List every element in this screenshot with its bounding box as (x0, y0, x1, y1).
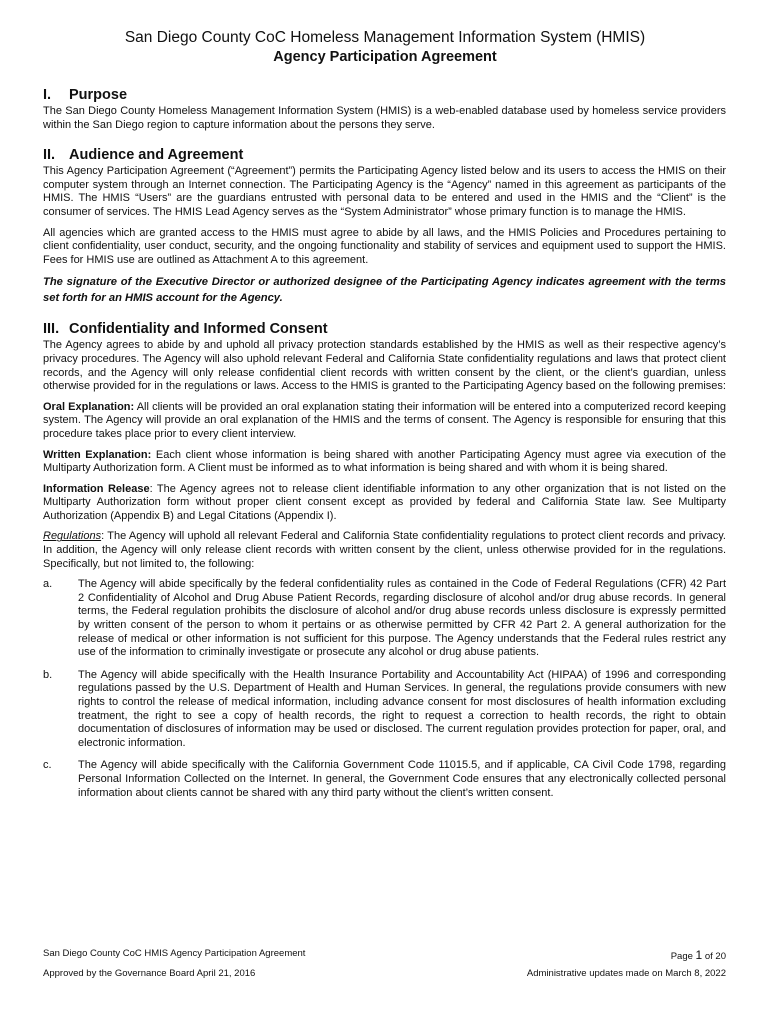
section-title: Confidentiality and Informed Consent (69, 321, 328, 338)
list-item (43, 669, 726, 751)
paragraph: This Agency Participation Agreement (“Agreement”) permits the Participating Agency listed below and its users to access the HMIS on their computer system through an Internet connection. The Participating Agency is the “Agency” named in this agreement as participants of the HMIS. The HMIS “Users” are the guardians entrusted with personal data to be entered and used in the HMIS and the “Client” is the consumer of services. The HMIS Lead Agency serves as the “System Administrator” whose primary function is to manage the HMIS. (43, 165, 726, 218)
section-heading (43, 320, 726, 338)
written-explanation-text: Each client whose information is being shared with another Participating Agency must agree via execution of the Multiparty Authorization form. A Client must be informed as to what information is being shared and with whom it is being shared. (43, 448, 726, 475)
regulations (43, 530, 726, 571)
section-purpose (43, 86, 726, 132)
signature-notice: The signature of the Executive Director or authorized designee of the Participating Agency indicates agreement with the terms set forth for an HMIS account for the Agency. (43, 276, 726, 305)
written-explanation (43, 449, 726, 476)
paragraph: The Agency agrees to abide by and uphold all privacy protection standards established by the HMIS as well as their respective agency’s privacy procedures. The Agency will also uphold relevant Federal and California State confidentiality regulations and laws that protect client records, and the Agency will only release confidential client records with written consent by the client, or the client’s guardian, unless otherwise provided for in the regulations or laws. Access to the HMIS is granted to the Participating Agency based on the following premises: (43, 339, 726, 393)
section-number: III. (43, 321, 60, 338)
list-item-text: The Agency will abide specifically by the federal confidentiality rules as contained in the Code of Federal Regulations (CFR) 42 Part 2 Confidentiality of Alcohol and Drug Abuse Patient Records, regarding disclosure of alcohol and/or drug abuse records. In general terms, the Federal regulation prohibits the disclosure of alcohol and/or drug abuse records unless disclosure is expressly permitted by written consent of the person to whom it pertains or as otherwise permitted by CFR 42 Part 2. A general authorization for the release of medical or other information is not sufficient for this purpose. The Agency understands that the Federal rules restrict any use of the information to criminally investigate or prosecute any alcohol or drug abuse patients. (78, 578, 726, 659)
section-heading (43, 86, 726, 104)
list-marker: b. (43, 668, 53, 681)
list-marker: a. (43, 578, 53, 591)
document-body (43, 86, 726, 814)
regulations-label: Regulations (43, 530, 102, 543)
written-explanation-label: Written Explanation: (43, 448, 152, 461)
oral-explanation (43, 401, 726, 442)
section-heading (43, 146, 726, 164)
section-confidentiality (43, 320, 726, 800)
document-title: San Diego County CoC Homeless Management Information System (HMIS) (124, 29, 646, 46)
section-title: Audience and Agreement (69, 147, 244, 164)
list-item-text: The Agency will abide specifically with the Health Insurance Portability and Accountability Act (HIPAA) of 1996 and corresponding regulations passed by the U.S. Department of Health and Human Services. In general, the regulations provide consumers with new rights to control the release of medical information, including advance consent for most disclosures of health information excluding treatment, the right to see a copy of health records, the right to request a correction to health records, the right to obtain documentation of disclosures of information may be used or disclosed. The current regulation provides protection for paper, oral, and electronic information. (78, 668, 726, 749)
information-release (43, 483, 726, 524)
oral-explanation-label: Oral Explanation: (43, 400, 135, 413)
page-current: 1 (695, 948, 703, 962)
section-title: Purpose (69, 87, 128, 103)
paragraph: All agencies which are granted access to the HMIS must agree to abide by all laws, and the HMIS Policies and Procedures pertaining to client confidentiality, user conduct, security, and the ongoing functionality and stability of services and equipment used to support the HMIS. Fees for HMIS use are outlined as Attachment A to this agreement. (43, 226, 726, 266)
section-number: II. (43, 147, 56, 164)
admin-label: Administrative (526, 968, 587, 979)
admin-update-text: updates made on March 8, 2022 (586, 968, 726, 979)
document-header (0, 28, 770, 67)
list-marker: c. (43, 759, 52, 772)
list-item (43, 578, 726, 660)
list-item-text: The Agency will abide specifically with the California Government Code 11015.5, and if applicable, CA Civil Code 1798, regarding Personal Information Collected on the Internet. In general, the Government Code ensures that any electronically collected personal information about clients cannot be shared with any third party without the client’s written consent. (78, 759, 726, 799)
footer-approval: Approved by the Governance Board April 21, 2016 (43, 968, 256, 979)
list-item (43, 759, 726, 800)
section-number: I. (43, 87, 52, 103)
page-prefix: Page (670, 951, 696, 962)
footer-admin-update (527, 968, 726, 979)
footer-page-number (671, 948, 726, 962)
footer-document-name: San Diego County CoC HMIS Agency Participation Agreement (43, 948, 306, 959)
oral-explanation-text: All clients will be provided an oral explanation stating their information will be entered into a computerized record keeping system. The Agency will provide an oral explanation of the HMIS and the terms of consent. The Agency is responsible for ensuring that this procedure takes place prior to every client interview. (43, 400, 726, 440)
page-suffix: of 20 (702, 951, 726, 962)
regulations-text: : The Agency will uphold all relevant Federal and California State confidentiality regulations to protect client records and privacy. In addition, the Agency will only release client records with written consent by the client, unless otherwise provided for in the regulations. Specifically, but not limited to, the following: (43, 530, 726, 570)
section-audience (43, 146, 726, 306)
document-subtitle: Agency Participation Agreement (273, 49, 497, 65)
information-release-text: : The Agency agrees not to release client identifiable information to any other organization that is not listed on the Multiparty Authorization form without proper client consent except as provided by federal and California State law. See Multiparty Authorization (Appendix B) and Legal Citations (Appendix I). (43, 482, 727, 522)
paragraph: The San Diego County Homeless Management Information System (HMIS) is a web-enabled database used by homeless service providers within the San Diego region to capture information about the persons they serve. (43, 105, 726, 131)
information-release-label: Information Release (43, 482, 150, 495)
